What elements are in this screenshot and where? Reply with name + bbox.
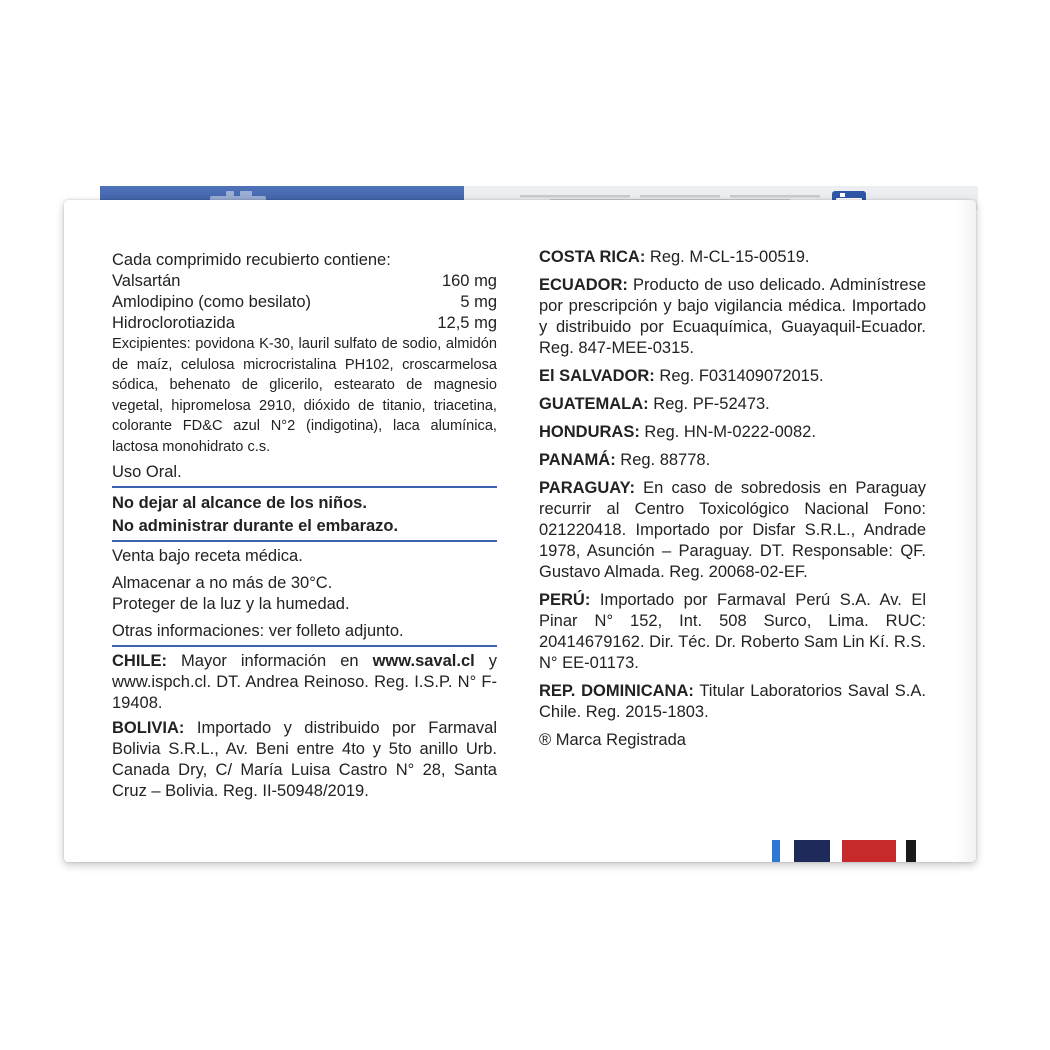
saval-url: www.saval.cl (372, 652, 475, 670)
composition-title: Cada comprimido recubierto contiene: (112, 251, 391, 269)
country-label: REP. DOMINICANA: (539, 682, 694, 700)
country-label: ECUADOR: (539, 276, 628, 294)
divider-rule (112, 645, 497, 647)
bolivia-registration (112, 718, 497, 802)
route-text: Uso Oral. (112, 463, 182, 481)
paraguay-text: En caso de sobredosis en Paraguay recurrir al Centro Toxicológico Nacional Fono: 021220418. Importado por Disfar S.R.L., Andrade 1978, Asunción – Paraguay. DT. Responsable: QF. Gustavo Almada. Reg. 20068-02-EF. (539, 479, 926, 581)
right-column (539, 247, 926, 751)
chile-registration (112, 651, 497, 714)
warning-children: No dejar al alcance de los niños. (112, 494, 367, 512)
composition-row (112, 292, 497, 313)
divider-rule (112, 540, 497, 542)
bar-light-blue (772, 840, 780, 862)
sale-condition: Venta bajo receta médica. (112, 547, 303, 565)
ingredient-name: Hidroclorotiazida (112, 314, 235, 332)
costa-rica-registration (539, 247, 926, 268)
guatemala-registration (539, 394, 926, 415)
composition-row (112, 271, 497, 292)
guatemala-text: Reg. PF-52473. (648, 395, 770, 413)
ingredient-name: Valsartán (112, 272, 181, 290)
panel-edge-shade (956, 200, 976, 862)
panama-registration (539, 450, 926, 471)
honduras-registration (539, 422, 926, 443)
ingredient-amount: 160 mg (441, 272, 497, 290)
bar-black (906, 840, 916, 862)
ecuador-text: Producto de uso delicado. Adminístrese por prescripción y bajo vigilancia médica. Importado y distribuido por Ecuaquímica, Guayaquil-Ecuador. Reg. 847-MEE-0315. (539, 276, 926, 357)
back-panel (64, 200, 976, 862)
el-salvador-registration (539, 366, 926, 387)
country-label: HONDURAS: (539, 423, 640, 441)
country-label: BOLIVIA: (112, 719, 185, 737)
country-label: El SALVADOR: (539, 367, 655, 385)
chile-text-b: y www.ispch.cl. DT. Andrea Reinoso. Reg. I.S.P. N° F-19408. (112, 652, 497, 712)
rep-dominicana-text: Titular Laboratorios Saval S.A. Chile. Reg. 2015-1803. (539, 682, 926, 721)
bar-navy (794, 840, 830, 862)
rep-dominicana-registration (539, 681, 926, 723)
peru-registration (539, 590, 926, 674)
color-bars (772, 840, 932, 862)
costa-rica-text: Reg. M-CL-15-00519. (645, 248, 810, 266)
composition-row (112, 313, 497, 334)
country-label: CHILE: (112, 652, 167, 670)
storage-temperature: Almacenar a no más de 30°C. (112, 574, 333, 592)
trademark-note: ® Marca Registrada (539, 731, 686, 749)
peru-text: Importado por Farmaval Perú S.A. Av. El Pinar N° 152, Int. 508 Surco, Lima. RUC: 20414679162. Dir. Téc. Dr. Roberto Sam Lin Kí. R.S. N° EE-01173. (539, 591, 926, 672)
paraguay-registration (539, 478, 926, 583)
ecuador-registration (539, 275, 926, 359)
storage-protection: Proteger de la luz y la humedad. (112, 595, 350, 613)
chile-text-a: Mayor información en (167, 652, 373, 670)
country-label: PARAGUAY: (539, 479, 635, 497)
ingredient-name: Amlodipino (como besilato) (112, 293, 312, 311)
bolivia-text: Importado y distribuido por Farmaval Bolivia S.R.L., Av. Beni entre 4to y 5to anillo Urb. Canada Dry, C/ María Luisa Castro N° 28, Santa Cruz – Bolivia. Reg. II-50948/2019. (112, 719, 497, 800)
divider-rule (112, 486, 497, 488)
panama-text: Reg. 88778. (615, 451, 711, 469)
ingredient-amount: 12,5 mg (437, 314, 497, 332)
country-label: PERÚ: (539, 591, 591, 609)
warning-pregnancy: No administrar durante el embarazo. (112, 516, 399, 535)
excipients-text: Excipientes: povidona K-30, lauril sulfato de sodio, almidón de maíz, celulosa microcristalina PH102, croscarmelosa sódica, behenato de glicerilo, estearato de magnesio vegetal, hipromelosa 2910, dióxido de titanio, triacetina, colorante FD&C azul N°2 (indigotina), laca alumínica, lactosa monohidrato c.s. (112, 336, 497, 455)
country-label: PANAMÁ: (539, 451, 616, 469)
country-label: COSTA RICA: (539, 248, 646, 266)
ingredient-amount: 5 mg (460, 293, 497, 311)
honduras-text: Reg. HN-M-0222-0082. (639, 423, 816, 441)
bar-red (842, 840, 896, 862)
el-salvador-text: Reg. F031409072015. (654, 367, 824, 385)
left-column (112, 250, 497, 802)
other-info: Otras informaciones: ver folleto adjunto. (112, 622, 404, 640)
country-label: GUATEMALA: (539, 395, 649, 413)
